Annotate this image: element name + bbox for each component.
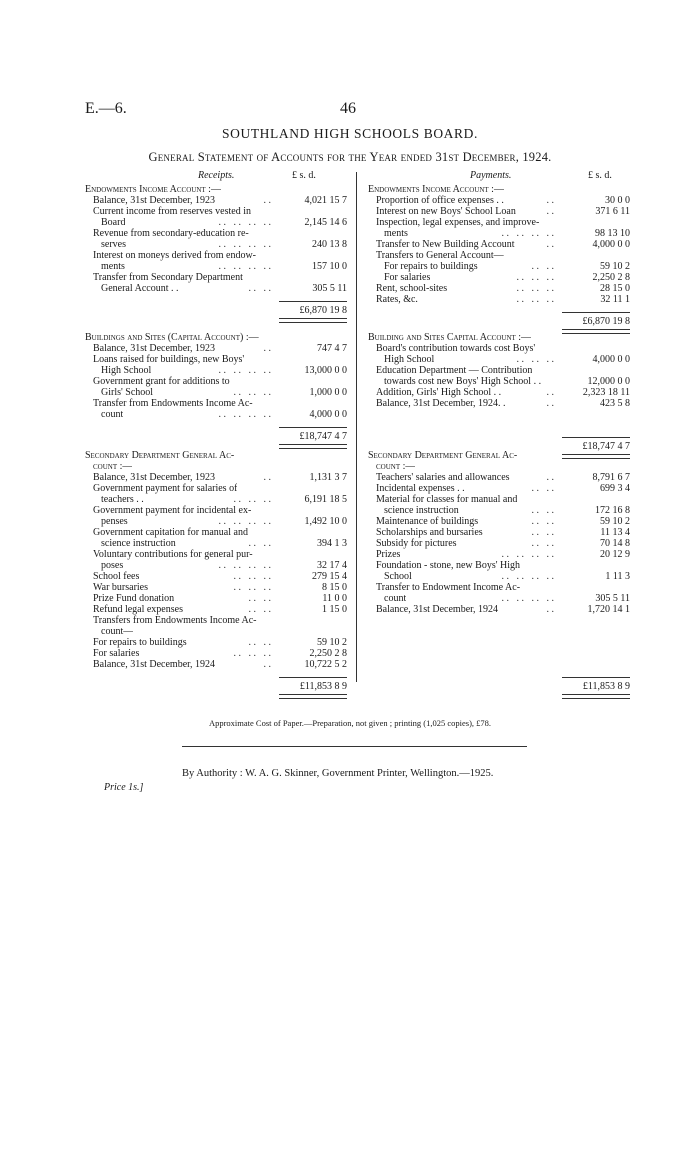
receipts-endowments-block <box>85 184 347 316</box>
table-row <box>368 332 630 343</box>
block-total: £6,870 19 8 <box>582 316 630 327</box>
table-row <box>85 376 347 387</box>
row-label: count— <box>101 626 134 637</box>
table-row <box>368 505 630 516</box>
row-label: Current income from reserves vested in <box>93 206 252 217</box>
table-row <box>368 472 630 483</box>
row-amount: 2,250 2 8 <box>592 272 630 283</box>
row-label: science instruction <box>101 538 176 549</box>
table-row <box>368 527 630 538</box>
payments-endowments-block <box>368 184 630 327</box>
leader-dots: . . <box>546 398 554 409</box>
total-rule-top <box>279 427 347 428</box>
leader-dots: . . <box>546 387 554 398</box>
leader-dots: . . . . . . <box>233 582 271 593</box>
row-label: Transfer from Endowments Income Ac- <box>93 398 253 409</box>
row-label: teachers . . <box>101 494 144 505</box>
row-label: Proportion of office expenses . . <box>376 195 504 206</box>
leader-dots: . . <box>263 195 271 206</box>
row-amount: 2,145 14 6 <box>304 217 347 228</box>
table-row <box>85 217 347 228</box>
leader-dots: . . . . . . . . <box>218 516 271 527</box>
row-label: Government capitation for manual and <box>93 527 248 538</box>
row-amount: 30 0 0 <box>605 195 630 206</box>
row-label: Government grant for additions to <box>93 376 230 387</box>
row-amount: 10,722 5 2 <box>304 659 347 670</box>
leader-dots: . . . . <box>531 261 554 272</box>
row-label: penses <box>101 516 128 527</box>
table-row <box>368 571 630 582</box>
leader-dots: . . . . <box>248 637 271 648</box>
row-amount: 11 0 0 <box>322 593 347 604</box>
leader-dots: . . . . . . <box>233 387 271 398</box>
leader-dots: . . . . . . . . <box>501 228 554 239</box>
row-label: Foundation - stone, new Boys' High <box>376 560 521 571</box>
table-row <box>368 184 630 195</box>
row-label: poses <box>101 560 124 571</box>
table-row <box>368 516 630 527</box>
row-label: General Account . . <box>101 283 179 294</box>
row-amount: 2,250 2 8 <box>309 648 347 659</box>
table-row <box>85 494 347 505</box>
row-label: Teachers' salaries and allowances <box>376 472 510 483</box>
row-amount: 279 15 4 <box>312 571 347 582</box>
table-row <box>85 516 347 527</box>
block-total: £18,747 4 7 <box>299 431 347 442</box>
leader-dots: . . . . <box>248 538 271 549</box>
row-amount: 699 3 4 <box>600 483 630 494</box>
leader-dots: . . . . <box>531 527 554 538</box>
table-row <box>368 283 630 294</box>
leader-dots: . . . . . . <box>516 283 554 294</box>
table-row <box>85 472 347 483</box>
table-row <box>368 250 630 261</box>
row-amount: 172 16 8 <box>595 505 630 516</box>
table-row <box>85 648 347 659</box>
table-row <box>85 604 347 615</box>
row-amount: 11 13 4 <box>600 527 630 538</box>
table-row <box>85 527 347 538</box>
table-row <box>368 272 630 283</box>
row-amount: 32 11 1 <box>600 294 630 305</box>
row-amount: 1,492 10 0 <box>304 516 347 527</box>
table-row <box>368 593 630 604</box>
leader-dots: . . . . <box>248 604 271 615</box>
row-label: serves <box>101 239 126 250</box>
table-row <box>368 560 630 571</box>
row-label: Inspection, legal expenses, and improve- <box>376 217 540 228</box>
row-amount: 20 12 9 <box>600 549 630 560</box>
table-row <box>85 184 347 195</box>
row-amount: 1 15 0 <box>322 604 347 615</box>
table-row <box>85 505 347 516</box>
row-label: Government payment for salaries of <box>93 483 238 494</box>
row-label: Secondary Department General Ac- <box>85 450 235 461</box>
row-label: High School <box>384 354 435 365</box>
leader-dots: . . . . . . . . <box>218 409 271 420</box>
table-row <box>85 483 347 494</box>
row-label: Government payment for incidental ex- <box>93 505 252 516</box>
leader-dots: . . . . . . <box>233 571 271 582</box>
leader-dots: . . . . . . . . <box>218 239 271 250</box>
row-label: Rent, school-sites <box>376 283 448 294</box>
table-row <box>368 461 630 472</box>
row-label: Refund legal expenses <box>93 604 183 615</box>
row-amount: 4,000 0 0 <box>592 239 630 250</box>
leader-dots: . . <box>263 472 271 483</box>
table-row <box>85 615 347 626</box>
leader-dots: . . . . <box>531 505 554 516</box>
row-amount: 747 4 7 <box>317 343 347 354</box>
table-row <box>85 272 347 283</box>
table-row <box>368 483 630 494</box>
row-label: ments <box>384 228 408 239</box>
table-row <box>85 239 347 250</box>
table-row <box>85 571 347 582</box>
table-row <box>85 398 347 409</box>
leader-dots: . . . . <box>531 516 554 527</box>
row-label: Board <box>101 217 126 228</box>
table-row <box>85 582 347 593</box>
table-row <box>85 549 347 560</box>
table-row <box>85 228 347 239</box>
row-amount: 305 5 11 <box>312 283 347 294</box>
row-label: Balance, 31st December, 1923 <box>93 195 216 206</box>
row-label: Transfer from Secondary Department <box>93 272 243 283</box>
row-label: Girls' School <box>101 387 154 398</box>
row-label: Prizes <box>376 549 401 560</box>
row-amount: 157 10 0 <box>312 261 347 272</box>
row-amount: 394 1 3 <box>317 538 347 549</box>
statement-subtitle: General Statement of Accounts for the Year ended 31st December, 1924. <box>148 150 552 164</box>
table-row <box>368 195 630 206</box>
row-amount: 2,323 18 11 <box>582 387 630 398</box>
leader-dots: . . . . . . <box>516 272 554 283</box>
leader-dots: . . . . . . . . <box>218 365 271 376</box>
row-label: School fees <box>93 571 140 582</box>
leader-dots: . . <box>263 343 271 354</box>
row-label: Interest on new Boys' School Loan <box>376 206 516 217</box>
table-row <box>85 250 347 261</box>
row-amount: 305 5 11 <box>595 593 630 604</box>
block-total: £6,870 19 8 <box>299 305 347 316</box>
total-rule-top <box>279 677 347 678</box>
row-label: Maintenance of buildings <box>376 516 479 527</box>
row-label: Prize Fund donation <box>93 593 175 604</box>
total-rule-top <box>562 437 630 438</box>
row-label: Balance, 31st December, 1924 <box>93 659 216 670</box>
row-label: Endowments Income Account :— <box>85 184 221 195</box>
row-label: Voluntary contributions for general pur- <box>93 549 253 560</box>
block-total: £11,853 8 9 <box>582 681 630 692</box>
table-row <box>85 593 347 604</box>
row-label: count :— <box>93 461 133 472</box>
receipts-secondary-block <box>85 450 347 692</box>
table-row <box>85 409 347 420</box>
table-row <box>368 538 630 549</box>
row-amount: 98 13 10 <box>595 228 630 239</box>
row-amount: 1,720 14 1 <box>587 604 630 615</box>
row-label: ments <box>101 261 125 272</box>
leader-dots: . . . . . . . . <box>218 217 271 228</box>
row-label: War bursaries <box>93 582 149 593</box>
total-rule-top <box>562 312 630 313</box>
total-rule-bottom <box>279 318 347 323</box>
row-label: Buildings and Sites (Capital Account) :— <box>85 332 259 343</box>
table-row <box>368 206 630 217</box>
payments-money-heading: £ s. d. <box>588 170 612 181</box>
leader-dots: . . . . . . . . <box>501 571 554 582</box>
leader-dots: . . . . . . <box>233 648 271 659</box>
block-total: £11,853 8 9 <box>299 681 347 692</box>
table-row <box>368 450 630 461</box>
leader-dots: . . . . . . . . <box>501 549 554 560</box>
row-label: Subsidy for pictures <box>376 538 457 549</box>
leader-dots: . . . . . . . . <box>501 593 554 604</box>
table-row <box>85 206 347 217</box>
row-amount: 4,021 15 7 <box>304 195 347 206</box>
table-row <box>85 365 347 376</box>
row-label: For salaries <box>384 272 431 283</box>
table-row <box>368 228 630 239</box>
column-divider <box>356 172 357 682</box>
page-number: 46 <box>340 100 356 117</box>
table-row <box>368 604 630 615</box>
row-label: Incidental expenses . . <box>376 483 465 494</box>
row-label: count <box>101 409 124 420</box>
row-label: Loans raised for buildings, new Boys' <box>93 354 245 365</box>
table-row <box>368 365 630 376</box>
table-row <box>85 332 347 343</box>
row-amount: 32 17 4 <box>317 560 347 571</box>
table-row <box>85 195 347 206</box>
row-label: Balance, 31st December, 1924 <box>376 604 499 615</box>
row-amount: 423 5 8 <box>600 398 630 409</box>
table-row <box>85 261 347 272</box>
row-label: Balance, 31st December, 1924. . <box>376 398 506 409</box>
receipts-buildings-block <box>85 332 347 442</box>
leader-dots: . . <box>546 195 554 206</box>
row-amount: 70 14 8 <box>600 538 630 549</box>
table-row <box>85 626 347 637</box>
table-row <box>85 637 347 648</box>
row-amount: 8 15 0 <box>322 582 347 593</box>
leader-dots: . . . . <box>531 483 554 494</box>
leader-dots: . . . . <box>248 593 271 604</box>
leader-dots: . . . . . . <box>516 354 554 365</box>
row-label: count <box>384 593 407 604</box>
row-label: For repairs to buildings <box>93 637 187 648</box>
leader-dots: . . . . <box>531 538 554 549</box>
row-amount: 28 15 0 <box>600 283 630 294</box>
table-row <box>85 538 347 549</box>
total-rule-bottom <box>279 444 347 449</box>
row-label: towards cost new Boys' High School . . <box>384 376 542 387</box>
row-label: count :— <box>376 461 416 472</box>
row-amount: 4,000 0 0 <box>592 354 630 365</box>
row-label: Addition, Girls' High School . . <box>376 387 502 398</box>
leader-dots: . . . . . . . . <box>218 560 271 571</box>
row-label: Endowments Income Account :— <box>368 184 504 195</box>
leader-dots: . . <box>546 206 554 217</box>
row-label: School <box>384 571 412 582</box>
cost-footnote: Approximate Cost of Paper.—Preparation, not given ; printing (1,025 copies), £78. <box>208 718 492 728</box>
page-title: SOUTHLAND HIGH SCHOOLS BOARD. <box>222 126 478 141</box>
table-row <box>368 343 630 354</box>
table-row <box>368 494 630 505</box>
row-amount: 8,791 6 7 <box>592 472 630 483</box>
row-label: Scholarships and bursaries <box>376 527 483 538</box>
row-amount: 12,000 0 0 <box>587 376 630 387</box>
table-row <box>368 354 630 365</box>
table-row <box>85 283 347 294</box>
row-amount: 1,000 0 0 <box>309 387 347 398</box>
payments-secondary-block <box>368 450 630 692</box>
table-row <box>368 387 630 398</box>
table-row <box>368 294 630 305</box>
row-label: Transfers from Endowments Income Ac- <box>93 615 257 626</box>
row-label: Education Department — Contribution <box>376 365 533 376</box>
row-amount: 6,191 18 5 <box>304 494 347 505</box>
row-label: Transfers to General Account— <box>376 250 504 261</box>
table-row <box>368 239 630 250</box>
table-row <box>85 354 347 365</box>
row-amount: 59 10 2 <box>317 637 347 648</box>
total-rule-top <box>279 301 347 302</box>
payments-heading: Payments. <box>470 170 512 181</box>
table-row <box>85 387 347 398</box>
leader-dots: . . . . . . <box>516 294 554 305</box>
table-row <box>368 549 630 560</box>
row-amount: 4,000 0 0 <box>309 409 347 420</box>
row-amount: 59 10 2 <box>600 261 630 272</box>
table-row <box>85 560 347 571</box>
payments-buildings-block <box>368 332 630 452</box>
authority-rule <box>182 746 527 747</box>
table-row <box>368 376 630 387</box>
row-amount: 371 6 11 <box>595 206 630 217</box>
receipts-money-heading: £ s. d. <box>292 170 316 181</box>
leader-dots: . . . . <box>248 283 271 294</box>
row-label: For repairs to buildings <box>384 261 478 272</box>
row-label: Transfer to Endowment Income Ac- <box>376 582 521 593</box>
total-rule-bottom <box>562 694 630 699</box>
row-label: Revenue from secondary-education re- <box>93 228 249 239</box>
row-label: Balance, 31st December, 1923 <box>93 343 216 354</box>
price-note: Price 1s.] <box>104 782 144 793</box>
table-row <box>85 450 347 461</box>
printer-authority: By Authority : W. A. G. Skinner, Government Printer, Wellington.—1925. <box>182 768 494 779</box>
leader-dots: . . . . . . <box>233 494 271 505</box>
row-amount: 13,000 0 0 <box>304 365 347 376</box>
row-label: Rates, &c. <box>376 294 418 305</box>
row-amount: 240 13 8 <box>312 239 347 250</box>
total-rule-bottom <box>279 694 347 699</box>
row-label: Interest on moneys derived from endow- <box>93 250 257 261</box>
row-label: Secondary Department General Ac- <box>368 450 518 461</box>
table-row <box>85 461 347 472</box>
leader-dots: . . <box>546 239 554 250</box>
receipts-heading: Receipts. <box>198 170 235 181</box>
row-label: Board's contribution towards cost Boys' <box>376 343 536 354</box>
leader-dots: . . . . . . . . <box>218 261 271 272</box>
row-label: Balance, 31st December, 1923 <box>93 472 216 483</box>
table-row <box>85 659 347 670</box>
document-reference: E.—6. <box>85 100 127 117</box>
table-row <box>85 343 347 354</box>
leader-dots: . . <box>263 659 271 670</box>
leader-dots: . . <box>546 604 554 615</box>
row-label: High School <box>101 365 152 376</box>
row-label: Building and Sites Capital Account :— <box>368 332 532 343</box>
row-label: For salaries <box>93 648 140 659</box>
row-amount: 1,131 3 7 <box>309 472 347 483</box>
total-rule-top <box>562 677 630 678</box>
table-row <box>368 217 630 228</box>
table-row <box>368 398 630 409</box>
table-row <box>368 582 630 593</box>
leader-dots: . . <box>546 472 554 483</box>
row-amount: 1 11 3 <box>605 571 630 582</box>
row-amount: 59 10 2 <box>600 516 630 527</box>
table-row <box>368 261 630 272</box>
row-label: Transfer to New Building Account <box>376 239 515 250</box>
row-label: science instruction <box>384 505 459 516</box>
block-total: £18,747 4 7 <box>582 441 630 452</box>
row-label: Material for classes for manual and <box>376 494 518 505</box>
